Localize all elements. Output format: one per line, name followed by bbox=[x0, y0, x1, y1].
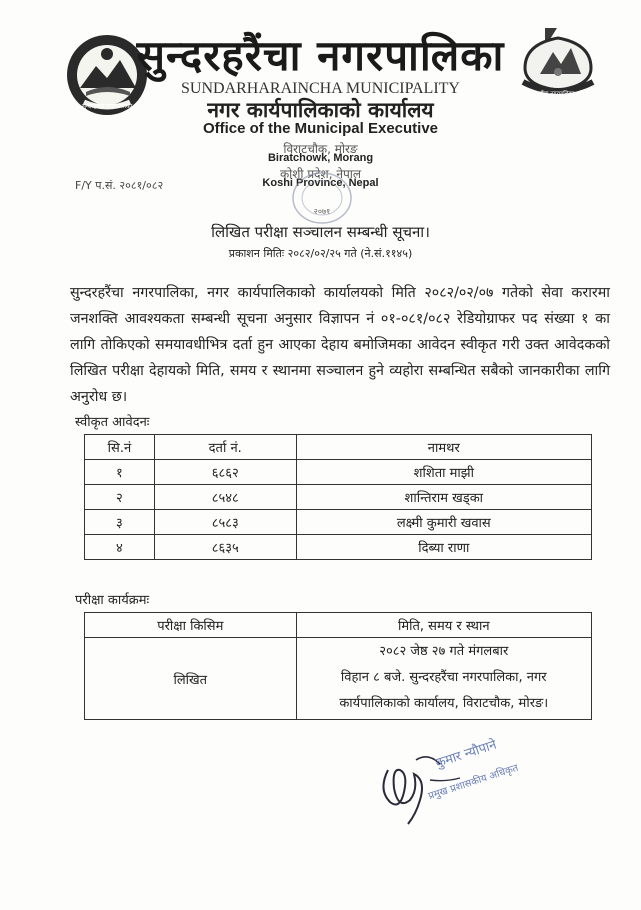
office-seal bbox=[290, 170, 354, 226]
table-row bbox=[85, 510, 592, 535]
cell-registration: ८६३५ bbox=[154, 535, 296, 560]
cell-name: शान्तिराम खड्का bbox=[296, 485, 591, 510]
cell-serial: ४ bbox=[85, 535, 155, 560]
exam-schedule-table bbox=[84, 612, 592, 720]
signatory-name: कुमार न्यौपाने bbox=[433, 737, 499, 772]
cell-registration: ८५४८ bbox=[154, 485, 296, 510]
signature-block bbox=[370, 737, 550, 840]
table-header-row bbox=[85, 435, 592, 460]
cell-serial: १ bbox=[85, 460, 155, 485]
notice-body: सुन्दरहरैंचा नगरपालिका, नगर कार्यपालिकाको कार्यालयको मिति २०८२/०२/०७ गतेको सेवा करारमा जनशक्ति आवश्यकता सम्बन्धी सूचना अनुसार विज्ञापन नं ०१-०८१/०८२ रेडियोग्राफर पद संख्या १ का लागि तोकिएको समयावधीभित्र दर्ता हुन आएका देहाय बमोजिमका आवेदन स्वीकृत गरी उक्त आवेदकको लिखित परीक्षा देहायको मिति, समय र स्थानमा सञ्चालन हुने व्यहोरा सम्बन्धित सबैको जानकारीका लागि अनुरोध छ। bbox=[70, 285, 610, 405]
schedule-place-line: कार्यपालिकाको कार्यालय, विराटचौक, मोरङ। bbox=[339, 696, 549, 711]
notice-title: लिखित परीक्षा सञ्चालन सम्बन्धी सूचना। bbox=[211, 223, 430, 241]
applicants-table bbox=[84, 434, 592, 560]
right-emblem-text: सुन्दरहरैंचा नगरपालिका, मोरङ bbox=[527, 91, 589, 97]
office-title-en: Office of the Municipal Executive bbox=[202, 120, 439, 137]
schedule-date-line: २०८२ जेष्ठ २७ गते मंगलबार bbox=[379, 644, 509, 659]
cell-name: दिब्या राणा bbox=[296, 535, 591, 560]
header-exam-type: परीक्षा किसिम bbox=[85, 613, 297, 638]
publication-date: प्रकाशन मितिः २०८२/०२/२५ गते (ने.सं.११४५) bbox=[228, 247, 413, 260]
office-title-np: नगर कार्यपालिकाको कार्यालय bbox=[207, 98, 434, 122]
header-name: नामथर bbox=[296, 435, 591, 460]
municipality-title-en: SUNDARHARAINCHA MUNICIPALITY bbox=[181, 80, 460, 97]
seal-year: २०७१ bbox=[313, 207, 331, 216]
reference-number: F/Y प.सं. २०८१/०८२ bbox=[75, 179, 164, 192]
cell-name: शशिता माझी bbox=[296, 460, 591, 485]
address-en-province: Koshi Province, Nepal bbox=[262, 177, 379, 189]
cell-registration: ६८६२ bbox=[154, 460, 296, 485]
table-header-row bbox=[85, 613, 592, 638]
header-serial: सि.नं bbox=[85, 435, 155, 460]
address-np-province: कोशी प्रदेश, नेपाल bbox=[279, 167, 362, 181]
municipality-title-np: सुन्दरहरैंचा नगरपालिका bbox=[136, 31, 505, 80]
table-row bbox=[85, 535, 592, 560]
cell-name: लक्ष्मी कुमारी खवास bbox=[296, 510, 591, 535]
table-row bbox=[85, 485, 592, 510]
cell-serial: ३ bbox=[85, 510, 155, 535]
schedule-time-line: विहान ८ बजे. सुन्दरहरैंचा नगरपालिका, नगर bbox=[340, 670, 547, 685]
address-en-city: Biratchowk, Morang bbox=[267, 152, 374, 164]
table-row bbox=[85, 460, 592, 485]
signatory-title: प्रमुख प्रशासकीय अधिकृत bbox=[427, 762, 520, 803]
cell-exam-type: लिखित bbox=[85, 638, 297, 720]
left-emblem-text: सुन्दरहरैंचा नगरपालिका bbox=[81, 103, 133, 110]
header-date-time-place: मिति, समय र स्थान bbox=[296, 613, 591, 638]
cell-serial: २ bbox=[85, 485, 155, 510]
header-registration: दर्ता नं. bbox=[154, 435, 296, 460]
table-row bbox=[85, 638, 592, 720]
cell-registration: ८५८३ bbox=[154, 510, 296, 535]
accepted-applicants-label: स्वीकृत आवेदनः bbox=[75, 415, 150, 430]
exam-schedule-label: परीक्षा कार्यक्रमः bbox=[75, 593, 150, 608]
cell-date-time-place bbox=[296, 638, 591, 720]
address-np-city: विराटचौक, मोरङ bbox=[283, 142, 358, 156]
